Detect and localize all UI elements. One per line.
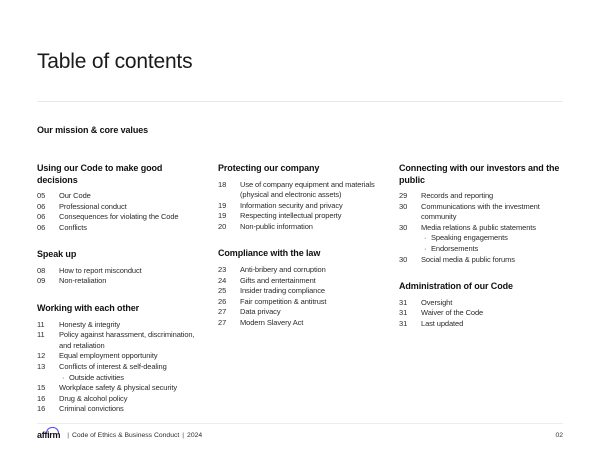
toc-item[interactable]	[399, 202, 566, 223]
toc-item-label: Gifts and entertainment	[240, 275, 316, 285]
toc-item-page: 29	[399, 191, 408, 200]
toc-item-label: Conflicts of interest & self-dealing	[59, 361, 167, 371]
toc-item-label: Records and reporting	[421, 191, 494, 200]
toc-item[interactable]	[399, 191, 566, 202]
page-title: Table of contents	[37, 50, 193, 73]
toc-item-page: 25	[218, 286, 227, 296]
toc-item[interactable]	[37, 320, 204, 331]
toc-section	[218, 248, 385, 328]
toc-item[interactable]	[218, 201, 385, 212]
toc-item-label: Consequences for violating the Code	[59, 212, 179, 222]
toc-item-page: 19	[218, 200, 227, 210]
toc-item[interactable]	[37, 373, 204, 384]
toc-item-label: Waiver of the Code	[421, 308, 484, 318]
toc-item[interactable]	[399, 298, 566, 309]
toc-item-label: Respecting intellectual property	[240, 211, 342, 221]
toc-item-page: 16	[37, 404, 46, 414]
toc-item-page: 30	[399, 222, 408, 232]
toc-item-label: Last updated	[421, 318, 464, 328]
toc-item[interactable]	[399, 308, 566, 319]
bullet-icon: ·	[62, 372, 65, 382]
bullet-icon: ·	[424, 233, 427, 243]
toc-item-label: Fair competition & antitrust	[240, 296, 327, 306]
toc-item-page: 06	[37, 222, 46, 232]
toc-section-heading: Compliance with the law	[218, 248, 321, 259]
affirm-logo-text: affirm	[37, 430, 61, 440]
toc-item-label: Endorsements	[431, 243, 479, 253]
toc-item-page: 30	[399, 254, 408, 264]
toc-item-label: Equal employment opportunity	[59, 351, 158, 361]
toc-item[interactable]	[399, 233, 566, 244]
toc-item-page: 06	[37, 212, 46, 222]
toc-item-page: 31	[399, 297, 408, 307]
title-divider	[37, 101, 563, 102]
toc-item[interactable]	[37, 202, 204, 213]
toc-item-page: 08	[37, 265, 46, 275]
toc-item[interactable]	[399, 319, 566, 330]
toc-item[interactable]	[37, 351, 204, 362]
toc-item-page: 12	[37, 351, 46, 361]
toc-item-label: Criminal convictions	[59, 404, 124, 414]
toc-item-label: Media relations & public statements	[421, 222, 536, 232]
toc-item-page: 27	[218, 307, 227, 317]
toc-item[interactable]	[37, 223, 204, 234]
toc-item[interactable]	[218, 307, 385, 318]
toc-section-heading: Using our Code to make good decisions	[37, 163, 163, 185]
toc-section-heading: Speak up	[37, 249, 77, 260]
toc-column	[399, 163, 566, 431]
toc-item-label: Non-public information	[240, 221, 313, 231]
toc-item-page: 05	[37, 191, 46, 200]
toc-item-page: 31	[399, 308, 408, 318]
toc-item-label: Conflicts	[59, 222, 87, 232]
toc-item-label: Outside activities	[69, 372, 124, 382]
toc-item-page: 11	[37, 319, 45, 329]
page-number: 02	[555, 431, 563, 439]
toc-item[interactable]	[218, 276, 385, 287]
toc-item-label: Oversight	[421, 297, 453, 307]
toc-item[interactable]	[399, 223, 566, 234]
toc-item-label: Communications with the investment community	[421, 201, 540, 222]
toc-item[interactable]	[37, 383, 204, 394]
footer-doc-title: Code of Ethics & Business Conduct	[71, 431, 180, 439]
toc-item[interactable]	[37, 212, 204, 223]
toc-item[interactable]	[399, 244, 566, 255]
toc-item-label: Honesty & integrity	[59, 319, 121, 329]
affirm-arc-icon	[46, 427, 59, 433]
toc-item[interactable]	[37, 266, 204, 277]
toc-item-label: Non-retaliation	[59, 276, 107, 286]
toc-item-page: 27	[218, 317, 227, 327]
toc-section	[37, 163, 204, 233]
toc-item-label: Modern Slavery Act	[240, 317, 304, 327]
toc-item-page: 16	[37, 393, 46, 403]
toc-item-label: Use of company equipment and materials (physical and electronic assets)	[240, 179, 375, 200]
toc-item[interactable]	[37, 330, 204, 351]
toc-item[interactable]	[218, 222, 385, 233]
toc-item-label: Professional conduct	[59, 201, 127, 211]
toc-section-heading: Protecting our company	[218, 163, 320, 173]
footer-year: 2024	[187, 431, 203, 439]
toc-column	[37, 163, 204, 431]
toc-item[interactable]	[218, 265, 385, 276]
toc-item-label: Workplace safety & physical security	[59, 383, 177, 393]
toc-section-heading: Connecting with our investors and the public	[399, 163, 560, 185]
toc-item-page: 13	[37, 361, 46, 371]
bullet-icon: ·	[424, 243, 427, 253]
toc-item[interactable]	[37, 362, 204, 373]
toc-item-page: 15	[37, 383, 46, 393]
toc-section	[399, 163, 566, 265]
toc-item[interactable]	[37, 191, 204, 202]
toc-item-label: Our Code	[59, 191, 91, 200]
toc-item-page: 09	[37, 276, 46, 286]
toc-item-page: 26	[218, 296, 227, 306]
toc-item-page: 18	[218, 179, 227, 189]
toc-columns	[37, 163, 563, 431]
toc-item[interactable]	[37, 276, 204, 287]
toc-item-page: 23	[218, 264, 227, 274]
toc-item[interactable]	[218, 286, 385, 297]
toc-section	[399, 281, 566, 329]
toc-item[interactable]	[37, 394, 204, 405]
toc-item-label: Data privacy	[240, 307, 281, 317]
footer-separator: |	[67, 431, 69, 439]
toc-item-label: Drug & alcohol policy	[59, 393, 128, 403]
toc-item[interactable]	[218, 211, 385, 222]
toc-item[interactable]	[218, 297, 385, 308]
toc-item-page: 19	[218, 211, 227, 221]
toc-item-page: 30	[399, 201, 408, 211]
affirm-logo	[37, 430, 60, 440]
toc-item-label: Insider trading compliance	[240, 286, 325, 296]
toc-item-label: Social media & public forums	[421, 254, 515, 264]
toc-item-label: How to report misconduct	[59, 265, 142, 275]
toc-item-page: 24	[218, 275, 227, 285]
toc-column	[218, 163, 385, 431]
toc-item-label: Policy against harassment, discrimination, and retaliation	[59, 330, 195, 350]
toc-section-heading: Administration of our Code	[399, 281, 513, 292]
toc-item[interactable]	[399, 255, 566, 266]
toc-item[interactable]	[218, 180, 385, 201]
toc-item-page: 31	[399, 318, 408, 328]
toc-item-label: Anti-bribery and corruption	[240, 264, 326, 274]
toc-item-label: Information security and privacy	[240, 200, 343, 210]
toc-item[interactable]	[218, 318, 385, 329]
page-footer	[37, 423, 563, 440]
toc-item[interactable]	[37, 404, 204, 415]
footer-separator: |	[182, 431, 185, 439]
toc-item-page: 11	[37, 330, 45, 340]
toc-section	[37, 303, 204, 415]
toc-section	[218, 163, 385, 232]
toc-item-label: Speaking engagements	[431, 233, 508, 243]
toc-section-heading: Working with each other	[37, 303, 140, 314]
toc-item-page: 20	[218, 221, 227, 231]
toc-item-page: 06	[37, 201, 46, 211]
toc-section	[37, 249, 204, 287]
toc-entry-mission: Our mission & core values	[37, 125, 149, 135]
